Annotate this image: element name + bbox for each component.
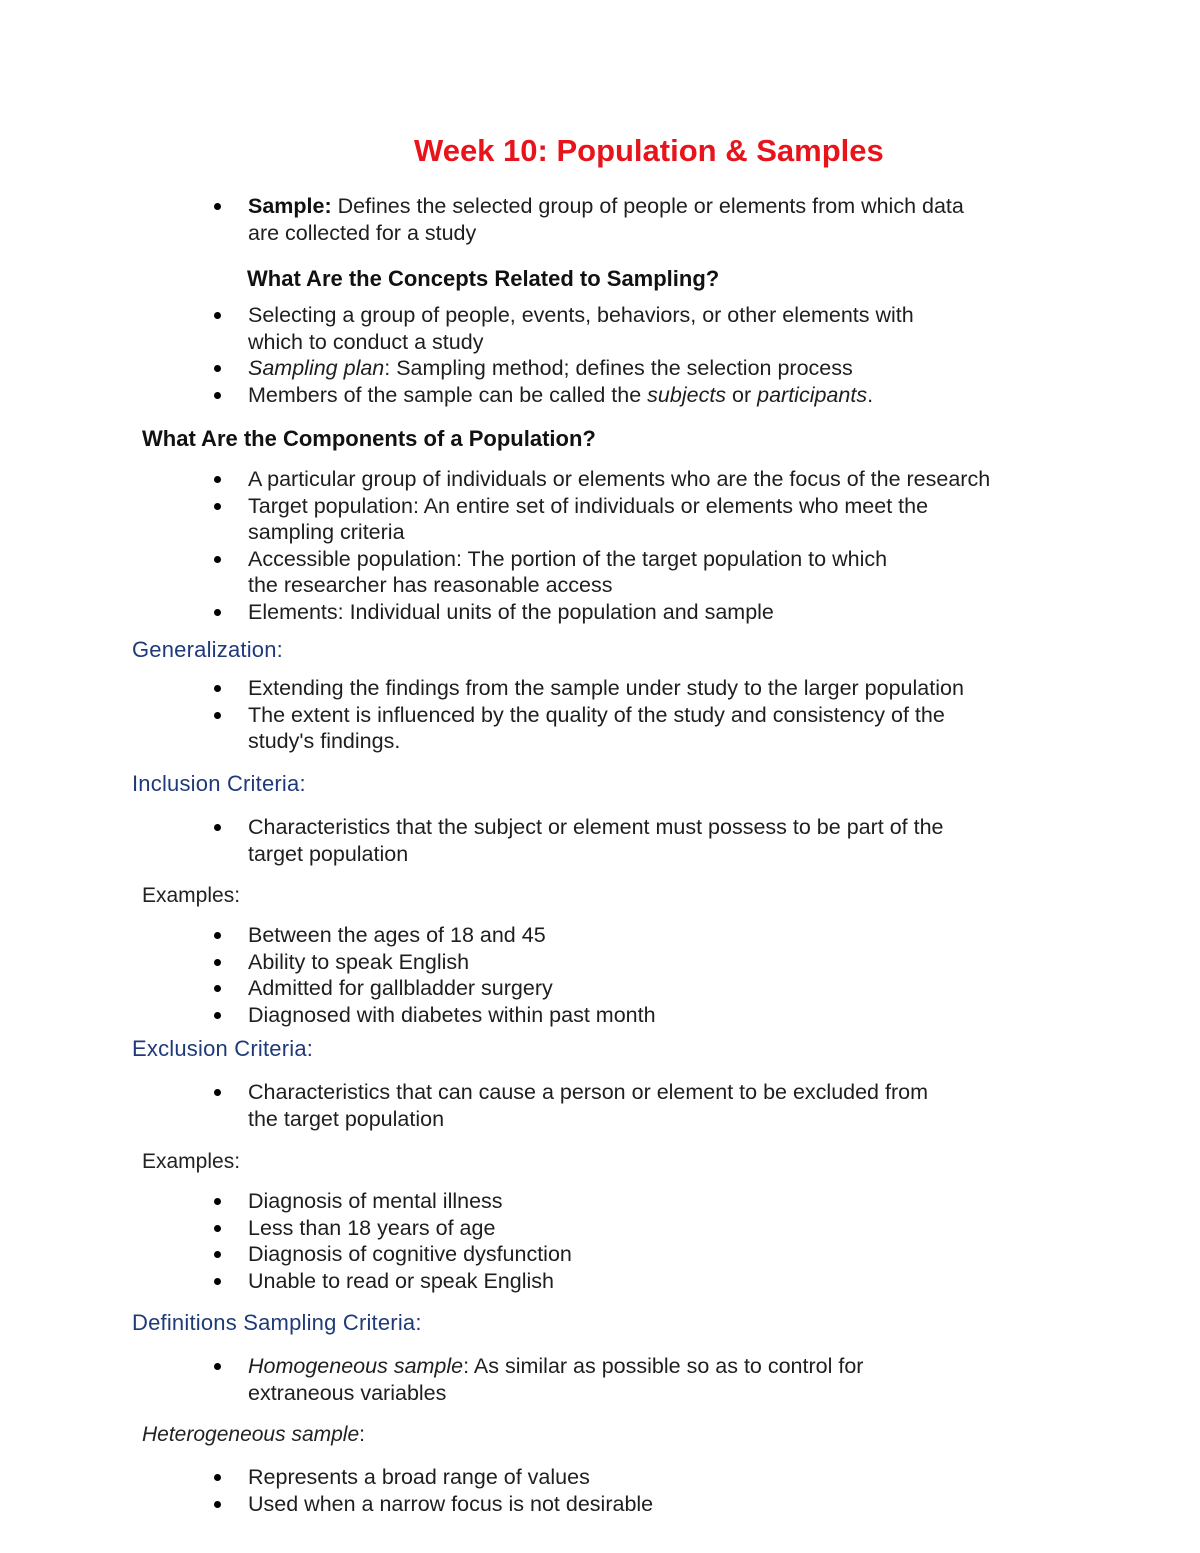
heterog-italic: Heterogeneous sample bbox=[142, 1423, 360, 1446]
exclusion-item1-line2: the target population bbox=[248, 1106, 445, 1131]
inclusion-example: Between the ages of 18 and 45 bbox=[248, 923, 546, 947]
components-item3-line1: Accessible population: The portion of the target population to which bbox=[248, 546, 888, 571]
page-title: Week 10: Population & Samples bbox=[414, 133, 884, 168]
bullet-icon bbox=[214, 959, 221, 966]
exclusion-example: Less than 18 years of age bbox=[248, 1215, 496, 1240]
bullet-icon bbox=[214, 1363, 221, 1370]
inclusion-example: Admitted for gallbladder surgery bbox=[248, 976, 553, 1000]
inclusion-example: Diagnosed with diabetes within past month bbox=[248, 1002, 656, 1027]
generalization-item2-line1: The extent is influenced by the quality of the study and consistency of the bbox=[248, 702, 945, 727]
list-item bbox=[142, 193, 964, 246]
list-item bbox=[142, 1464, 653, 1491]
bullet-icon bbox=[214, 712, 221, 719]
concepts-heading: What Are the Concepts Related to Sampling? bbox=[247, 266, 720, 291]
concepts-item3-c: or bbox=[726, 382, 758, 407]
concepts-item1-line2: which to conduct a study bbox=[248, 329, 484, 354]
list-item bbox=[142, 675, 964, 702]
bullet-icon bbox=[214, 203, 221, 210]
list-item bbox=[142, 1002, 656, 1029]
bullet-icon bbox=[214, 476, 221, 483]
list-item bbox=[142, 1241, 572, 1268]
inclusion-examples-list bbox=[142, 922, 656, 1028]
sample-text-2: are collected for a study bbox=[248, 220, 477, 245]
list-item bbox=[142, 1491, 653, 1518]
homog-rest: : As similar as possible so as to control for bbox=[463, 1354, 864, 1378]
concepts-item3-a: Members of the sample can be called the bbox=[248, 382, 648, 407]
bullet-icon bbox=[214, 392, 221, 399]
bullet-icon bbox=[214, 1225, 221, 1232]
heterog-item: Used when a narrow focus is not desirable bbox=[248, 1491, 654, 1516]
exclusion-examples-label: Examples: bbox=[142, 1150, 241, 1173]
bullet-icon bbox=[214, 1278, 221, 1285]
list-item bbox=[142, 466, 990, 493]
bullet-icon bbox=[214, 1474, 221, 1481]
inclusion-item1-line2: target population bbox=[248, 841, 409, 866]
bullet-icon bbox=[214, 1012, 221, 1019]
components-list bbox=[142, 466, 990, 625]
heterogeneous-list bbox=[142, 1464, 653, 1517]
list-item bbox=[142, 355, 914, 382]
generalization-list bbox=[142, 675, 964, 755]
list-item bbox=[142, 1268, 572, 1295]
list-item bbox=[142, 702, 964, 755]
list-item bbox=[142, 975, 656, 1002]
list-item bbox=[142, 302, 914, 355]
definitions-heading: Definitions Sampling Criteria: bbox=[132, 1310, 422, 1335]
components-item2-line2: sampling criteria bbox=[248, 520, 405, 544]
exclusion-examples-list bbox=[142, 1188, 572, 1294]
list-item bbox=[142, 949, 656, 976]
concepts-item2-rest: : Sampling method; defines the selection process bbox=[384, 356, 853, 380]
concepts-item2-italic: Sampling plan bbox=[248, 356, 385, 380]
exclusion-example: Diagnosis of cognitive dysfunction bbox=[248, 1242, 572, 1266]
exclusion-heading: Exclusion Criteria: bbox=[132, 1036, 314, 1061]
exclusion-list bbox=[142, 1079, 928, 1132]
heterog-colon: : bbox=[359, 1423, 365, 1446]
inclusion-item1-line1: Characteristics that the subject or element must possess to be part of the bbox=[248, 815, 944, 839]
list-item bbox=[142, 546, 990, 599]
components-item2-line1: Target population: An entire set of individuals or elements who meet the bbox=[248, 493, 929, 518]
concepts-item1-line1: Selecting a group of people, events, behaviors, or other elements with bbox=[248, 303, 914, 327]
homog-line2: extraneous variables bbox=[248, 1380, 447, 1405]
inclusion-examples-label: Examples: bbox=[142, 884, 241, 907]
concepts-item3-d: participants bbox=[757, 382, 868, 407]
list-item bbox=[142, 599, 990, 626]
concepts-list bbox=[142, 302, 914, 408]
bullet-icon bbox=[214, 932, 221, 939]
bullet-icon bbox=[214, 1089, 221, 1096]
list-item bbox=[142, 814, 944, 867]
list-item bbox=[142, 1353, 863, 1406]
generalization-item1: Extending the findings from the sample under study to the larger population bbox=[248, 676, 964, 700]
list-item bbox=[142, 382, 914, 409]
bullet-icon bbox=[214, 824, 221, 831]
inclusion-example: Ability to speak English bbox=[248, 949, 470, 974]
components-heading: What Are the Components of a Population? bbox=[142, 426, 596, 451]
definitions-list bbox=[142, 1353, 863, 1406]
list-item bbox=[142, 1215, 572, 1242]
heterogeneous-label bbox=[142, 1422, 365, 1448]
bullet-icon bbox=[214, 1198, 221, 1205]
list-item bbox=[142, 493, 990, 546]
generalization-heading: Generalization: bbox=[132, 637, 283, 662]
concepts-item3-b: subjects bbox=[647, 382, 727, 407]
generalization-item2-line2: study's findings. bbox=[248, 729, 401, 753]
components-item4: Elements: Individual units of the population and sample bbox=[248, 599, 774, 624]
components-item1: A particular group of individuals or elements who are the focus of the research bbox=[248, 467, 991, 491]
list-item bbox=[142, 1079, 928, 1132]
exclusion-example: Unable to read or speak English bbox=[248, 1268, 554, 1293]
bullet-icon bbox=[214, 1251, 221, 1258]
bullet-icon bbox=[214, 556, 221, 563]
inclusion-heading: Inclusion Criteria: bbox=[132, 771, 306, 796]
exclusion-item1-line1: Characteristics that can cause a person or element to be excluded from bbox=[248, 1080, 928, 1104]
bullet-icon bbox=[214, 365, 221, 372]
bullet-icon bbox=[214, 503, 221, 510]
list-item bbox=[142, 1188, 572, 1215]
exclusion-example: Diagnosis of mental illness bbox=[248, 1189, 503, 1213]
concepts-item3-e: . bbox=[867, 382, 874, 407]
inclusion-list bbox=[142, 814, 944, 867]
bullet-icon bbox=[214, 985, 221, 992]
bullet-icon bbox=[214, 685, 221, 692]
bullet-icon bbox=[214, 312, 221, 319]
list-item bbox=[142, 922, 656, 949]
homog-italic: Homogeneous sample bbox=[248, 1354, 464, 1378]
components-item3-line2: the researcher has reasonable access bbox=[248, 573, 613, 597]
sample-text-1: Defines the selected group of people or elements from which data bbox=[331, 194, 964, 218]
bullet-icon bbox=[214, 1501, 221, 1508]
bullet-icon bbox=[214, 609, 221, 616]
heterog-item: Represents a broad range of values bbox=[248, 1465, 590, 1489]
sample-list bbox=[142, 193, 964, 246]
sample-label: Sample: bbox=[248, 194, 332, 218]
